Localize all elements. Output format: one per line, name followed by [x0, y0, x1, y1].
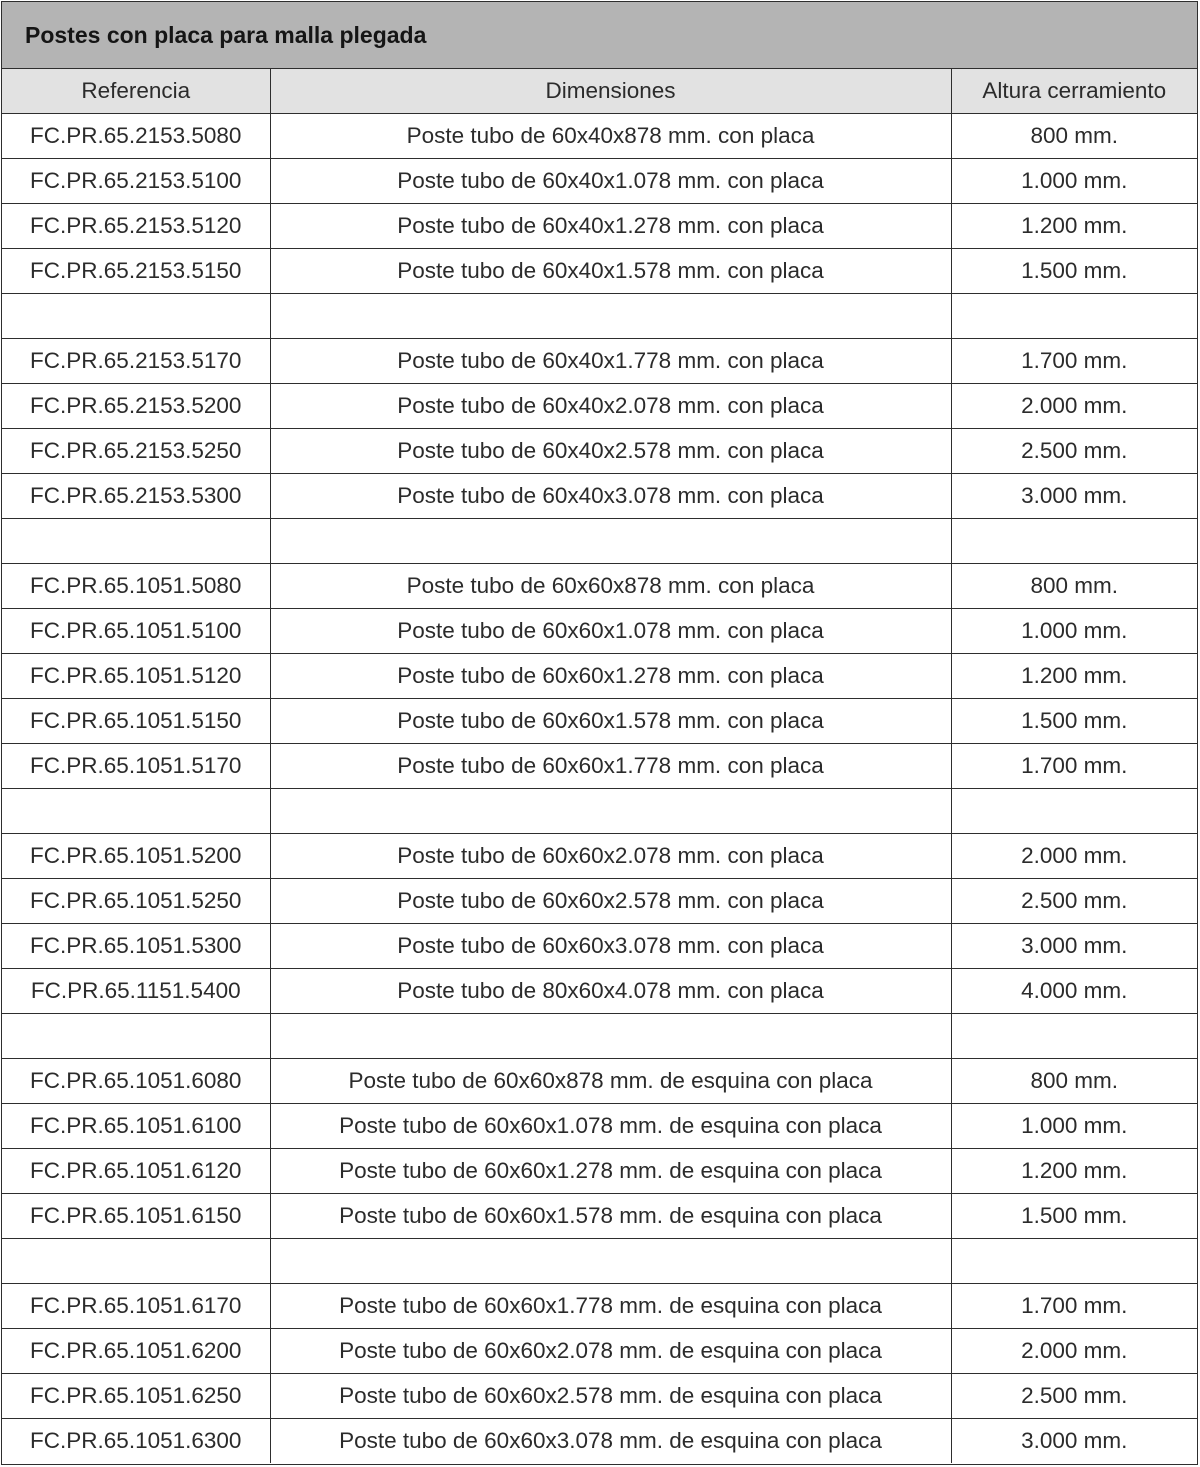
- table-row: [2, 564, 1197, 609]
- referencia-cell: FC.PR.65.2153.5200: [2, 384, 270, 429]
- referencia-cell: FC.PR.65.1051.5170: [2, 744, 270, 789]
- altura-cell: 2.500 mm.: [951, 1374, 1197, 1419]
- dimensiones-cell: Poste tubo de 60x60x3.078 mm. con placa: [270, 924, 951, 969]
- referencia-cell: FC.PR.65.1051.5150: [2, 699, 270, 744]
- header-dimensiones: Dimensiones: [270, 69, 951, 114]
- dimensiones-cell: Poste tubo de 80x60x4.078 mm. con placa: [270, 969, 951, 1014]
- referencia-cell: FC.PR.65.1051.6300: [2, 1419, 270, 1464]
- table-row: [2, 1329, 1197, 1374]
- table-row: [2, 924, 1197, 969]
- dimensiones-cell: Poste tubo de 60x60x2.578 mm. de esquina con placa: [270, 1374, 951, 1419]
- altura-cell: 2.000 mm.: [951, 1329, 1197, 1374]
- table-row: [2, 1059, 1197, 1104]
- referencia-cell: FC.PR.65.1051.6170: [2, 1284, 270, 1329]
- altura-cell: 800 mm.: [951, 1059, 1197, 1104]
- altura-cell: [951, 519, 1197, 564]
- referencia-cell: FC.PR.65.1051.6120: [2, 1149, 270, 1194]
- table-row: [2, 609, 1197, 654]
- dimensiones-cell: [270, 789, 951, 834]
- referencia-cell: FC.PR.65.2153.5150: [2, 249, 270, 294]
- table-row: [2, 654, 1197, 699]
- altura-cell: 3.000 mm.: [951, 924, 1197, 969]
- referencia-cell: FC.PR.65.1051.6080: [2, 1059, 270, 1104]
- table-row: [2, 1104, 1197, 1149]
- table-row: [2, 339, 1197, 384]
- dimensiones-cell: Poste tubo de 60x60x1.078 mm. con placa: [270, 609, 951, 654]
- altura-cell: 1.200 mm.: [951, 1149, 1197, 1194]
- altura-cell: 4.000 mm.: [951, 969, 1197, 1014]
- dimensiones-cell: Poste tubo de 60x40x1.778 mm. con placa: [270, 339, 951, 384]
- referencia-cell: FC.PR.65.2153.5170: [2, 339, 270, 384]
- referencia-cell: FC.PR.65.2153.5120: [2, 204, 270, 249]
- table-row: [2, 699, 1197, 744]
- referencia-cell: [2, 1014, 270, 1059]
- referencia-cell: FC.PR.65.1051.5080: [2, 564, 270, 609]
- altura-cell: 2.500 mm.: [951, 429, 1197, 474]
- altura-cell: 2.000 mm.: [951, 384, 1197, 429]
- altura-cell: 1.700 mm.: [951, 339, 1197, 384]
- referencia-cell: FC.PR.65.1051.6100: [2, 1104, 270, 1149]
- altura-cell: 3.000 mm.: [951, 1419, 1197, 1464]
- referencia-cell: [2, 294, 270, 339]
- referencia-cell: FC.PR.65.1051.5200: [2, 834, 270, 879]
- referencia-cell: FC.PR.65.2153.5080: [2, 114, 270, 159]
- referencia-cell: [2, 519, 270, 564]
- altura-cell: 1.500 mm.: [951, 1194, 1197, 1239]
- table-row: [2, 384, 1197, 429]
- altura-cell: 3.000 mm.: [951, 474, 1197, 519]
- header-altura-cerramiento: Altura cerramiento: [951, 69, 1197, 114]
- referencia-cell: FC.PR.65.1051.6150: [2, 1194, 270, 1239]
- referencia-cell: FC.PR.65.1051.5120: [2, 654, 270, 699]
- altura-cell: 1.200 mm.: [951, 654, 1197, 699]
- referencia-cell: FC.PR.65.2153.5100: [2, 159, 270, 204]
- table-row: [2, 1419, 1197, 1464]
- referencia-cell: FC.PR.65.1051.5250: [2, 879, 270, 924]
- dimensiones-cell: Poste tubo de 60x40x2.578 mm. con placa: [270, 429, 951, 474]
- altura-cell: 1.500 mm.: [951, 249, 1197, 294]
- dimensiones-cell: Poste tubo de 60x60x2.078 mm. de esquina con placa: [270, 1329, 951, 1374]
- table-row: [2, 834, 1197, 879]
- spacer-row: [2, 294, 1197, 339]
- dimensiones-cell: Poste tubo de 60x40x3.078 mm. con placa: [270, 474, 951, 519]
- dimensiones-cell: Poste tubo de 60x60x1.778 mm. con placa: [270, 744, 951, 789]
- table-row: [2, 1194, 1197, 1239]
- header-referencia: Referencia: [2, 69, 270, 114]
- dimensiones-cell: [270, 519, 951, 564]
- altura-cell: 1.000 mm.: [951, 159, 1197, 204]
- table-row: [2, 474, 1197, 519]
- table-row: [2, 744, 1197, 789]
- dimensiones-cell: Poste tubo de 60x60x1.578 mm. de esquina con placa: [270, 1194, 951, 1239]
- spacer-row: [2, 1239, 1197, 1284]
- altura-cell: 1.500 mm.: [951, 699, 1197, 744]
- product-table-sheet: [1, 1, 1198, 1465]
- spacer-row: [2, 519, 1197, 564]
- altura-cell: [951, 1014, 1197, 1059]
- altura-cell: 1.200 mm.: [951, 204, 1197, 249]
- table-row: [2, 1284, 1197, 1329]
- dimensiones-cell: Poste tubo de 60x40x1.278 mm. con placa: [270, 204, 951, 249]
- table-row: [2, 159, 1197, 204]
- referencia-cell: [2, 1239, 270, 1284]
- table-row: [2, 879, 1197, 924]
- referencia-cell: FC.PR.65.1051.5100: [2, 609, 270, 654]
- referencia-cell: FC.PR.65.2153.5300: [2, 474, 270, 519]
- dimensiones-cell: [270, 1014, 951, 1059]
- dimensiones-cell: Poste tubo de 60x40x1.078 mm. con placa: [270, 159, 951, 204]
- table-row: [2, 969, 1197, 1014]
- table-row: [2, 1374, 1197, 1419]
- dimensiones-cell: Poste tubo de 60x60x878 mm. con placa: [270, 564, 951, 609]
- altura-cell: [951, 1239, 1197, 1284]
- table-row: [2, 429, 1197, 474]
- header-row: [2, 69, 1197, 114]
- dimensiones-cell: Poste tubo de 60x60x878 mm. de esquina con placa: [270, 1059, 951, 1104]
- referencia-cell: [2, 789, 270, 834]
- table-body: [2, 114, 1197, 1464]
- table-title: Postes con placa para malla plegada: [2, 2, 1197, 69]
- referencia-cell: FC.PR.65.1051.6250: [2, 1374, 270, 1419]
- dimensiones-cell: Poste tubo de 60x60x1.078 mm. de esquina con placa: [270, 1104, 951, 1149]
- altura-cell: 1.700 mm.: [951, 744, 1197, 789]
- dimensiones-cell: [270, 294, 951, 339]
- table-row: [2, 249, 1197, 294]
- altura-cell: [951, 789, 1197, 834]
- spacer-row: [2, 789, 1197, 834]
- dimensiones-cell: Poste tubo de 60x60x2.078 mm. con placa: [270, 834, 951, 879]
- dimensiones-cell: Poste tubo de 60x40x878 mm. con placa: [270, 114, 951, 159]
- altura-cell: [951, 294, 1197, 339]
- altura-cell: 1.000 mm.: [951, 1104, 1197, 1149]
- referencia-cell: FC.PR.65.1051.6200: [2, 1329, 270, 1374]
- table-row: [2, 204, 1197, 249]
- altura-cell: 1.700 mm.: [951, 1284, 1197, 1329]
- table-row: [2, 114, 1197, 159]
- spacer-row: [2, 1014, 1197, 1059]
- table-row: [2, 1149, 1197, 1194]
- dimensiones-cell: Poste tubo de 60x60x3.078 mm. de esquina con placa: [270, 1419, 951, 1464]
- dimensiones-cell: Poste tubo de 60x60x1.278 mm. de esquina con placa: [270, 1149, 951, 1194]
- product-table: [2, 69, 1197, 1463]
- altura-cell: 2.500 mm.: [951, 879, 1197, 924]
- altura-cell: 800 mm.: [951, 114, 1197, 159]
- referencia-cell: FC.PR.65.2153.5250: [2, 429, 270, 474]
- dimensiones-cell: Poste tubo de 60x60x2.578 mm. con placa: [270, 879, 951, 924]
- referencia-cell: FC.PR.65.1151.5400: [2, 969, 270, 1014]
- altura-cell: 1.000 mm.: [951, 609, 1197, 654]
- referencia-cell: FC.PR.65.1051.5300: [2, 924, 270, 969]
- altura-cell: 800 mm.: [951, 564, 1197, 609]
- dimensiones-cell: Poste tubo de 60x60x1.778 mm. de esquina con placa: [270, 1284, 951, 1329]
- dimensiones-cell: Poste tubo de 60x40x1.578 mm. con placa: [270, 249, 951, 294]
- dimensiones-cell: Poste tubo de 60x60x1.278 mm. con placa: [270, 654, 951, 699]
- altura-cell: 2.000 mm.: [951, 834, 1197, 879]
- dimensiones-cell: Poste tubo de 60x60x1.578 mm. con placa: [270, 699, 951, 744]
- dimensiones-cell: [270, 1239, 951, 1284]
- dimensiones-cell: Poste tubo de 60x40x2.078 mm. con placa: [270, 384, 951, 429]
